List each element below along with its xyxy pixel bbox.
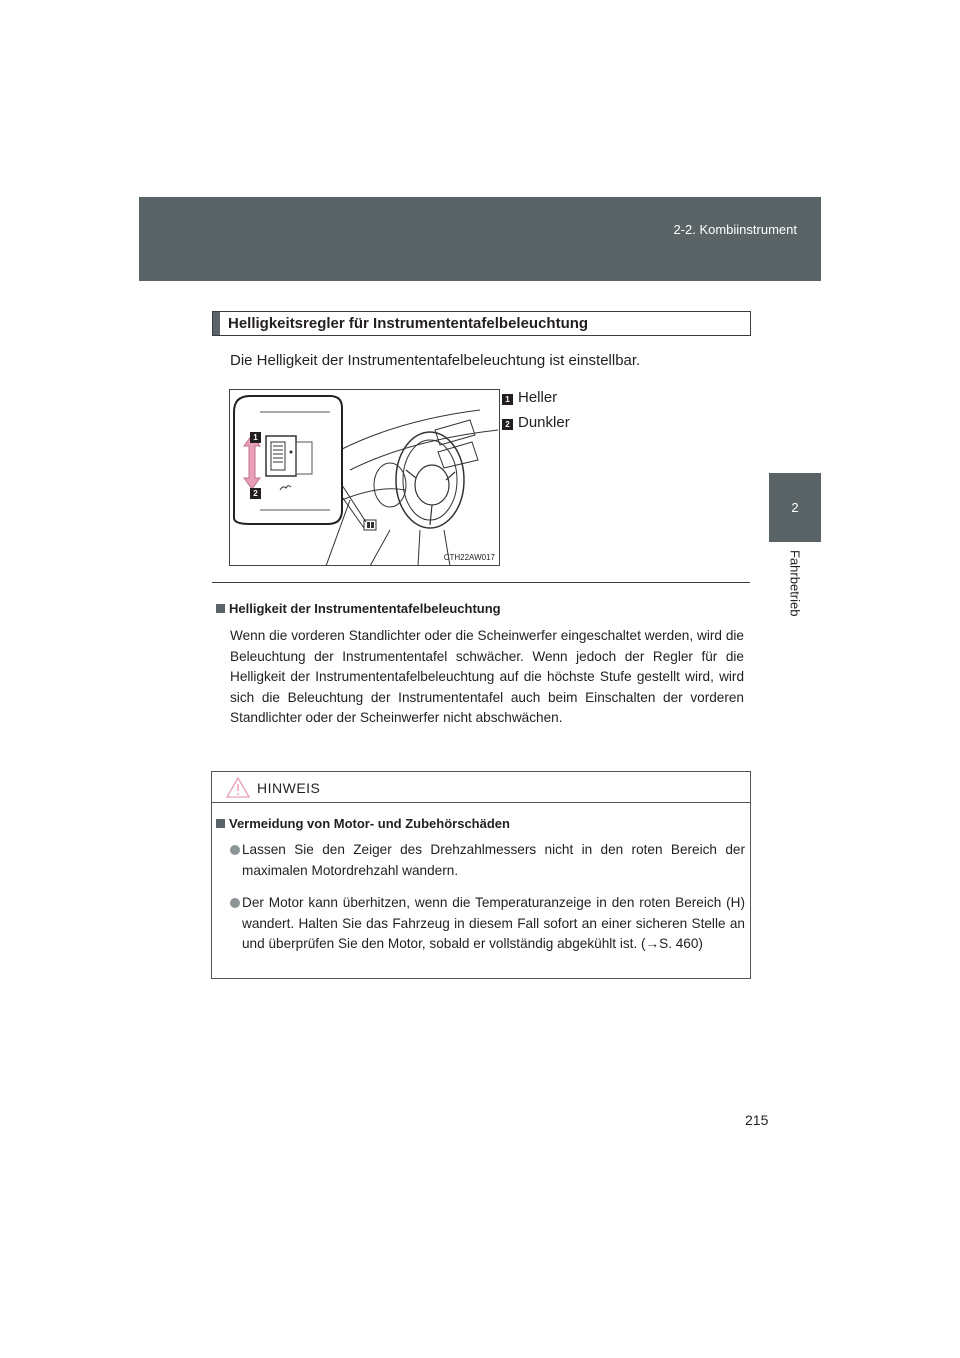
divider (212, 582, 750, 583)
notice-bullet (230, 893, 745, 955)
chapter-tab (769, 473, 821, 542)
heading-bar (213, 312, 220, 335)
notice-bullet-text: Der Motor kann überhitzen, wenn die Temperaturanzeige in den roten Bereich (H) wandert. Halten Sie das Fahrzeug in diesem Fall sofort an einer sicheren Stelle an und überprüfen Sie den Motor, sobald er vollständig abgekühlt ist. (→S. 460) (242, 895, 745, 951)
notice-bullet-text: Lassen Sie den Zeiger des Drehzahlmessers nicht in den roten Bereich der maximalen Motordrehzahl wandern. (242, 842, 745, 878)
square-bullet-icon (216, 604, 225, 613)
info-heading-text: Helligkeit der Instrumententafelbeleuchtung (229, 601, 501, 616)
notice-subheading (216, 816, 510, 831)
notice-subheading-text: Vermeidung von Motor- und Zubehörschäden (229, 816, 510, 831)
section-heading-text: Helligkeitsregler für Instrumententafelbeleuchtung (228, 315, 589, 332)
page-number: 215 (745, 1112, 769, 1128)
notice-title: HINWEIS (257, 780, 321, 796)
warning-triangle-icon (226, 777, 250, 798)
section-heading (212, 311, 751, 336)
notice-bullet (230, 840, 745, 881)
figure-code: CTH22AW017 (443, 553, 495, 562)
legend-badge: 1 (502, 394, 513, 405)
square-bullet-icon (216, 819, 225, 828)
chapter-number: 2 (791, 500, 799, 515)
notice-header (212, 772, 750, 803)
header-band (139, 197, 821, 281)
chapter-label-text: Fahrbetrieb (787, 550, 803, 617)
legend-badge: 2 (502, 419, 513, 430)
info-body: Wenn die vorderen Standlichter oder die Scheinwerfer eingeschaltet werden, wird die Beleuchtung der Instrumententafel schwächer. Wenn jedoch der Regler für die Helligkeit der Instrumententafelbeleuchtung auf die höchste Stufe gestellt wird, wird sich die Beleuchtung der Instrumententafel auch beim Einschalten der vorderen Standlichter oder der Scheinwerfer nicht abschwächen. (230, 628, 744, 725)
section-title: 2-2. Kombiinstrument (673, 222, 797, 237)
notice-box (211, 771, 751, 979)
info-heading (216, 601, 501, 616)
dashboard-drawing (230, 390, 500, 566)
legend-label: Dunkler (518, 414, 570, 431)
intro-text: Die Helligkeit der Instrumententafelbeleuchtung ist einstellbar. (230, 352, 641, 369)
bullet-dot-icon (230, 845, 240, 855)
dashboard-illustration (229, 389, 500, 566)
badge-one: 1 (250, 432, 261, 443)
chapter-label (785, 550, 805, 630)
legend-label: Heller (518, 389, 558, 406)
badge-two: 2 (250, 488, 261, 499)
bullet-dot-icon (230, 898, 240, 908)
